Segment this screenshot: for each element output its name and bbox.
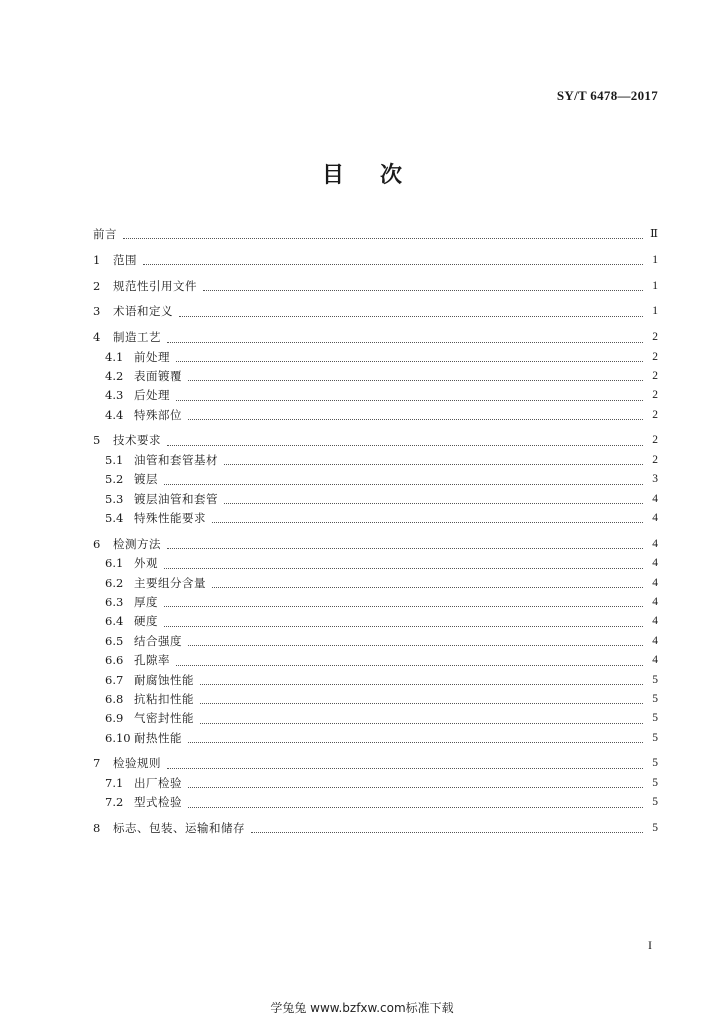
toc-entry-label: 气密封性能 — [134, 711, 194, 726]
toc-dot-leader — [167, 767, 643, 769]
toc-entry-page: 1 — [652, 279, 658, 292]
toc-entry-label: 油管和套管基材 — [134, 452, 218, 467]
toc-entry-label: 主要组分含量 — [134, 575, 206, 590]
toc-dot-leader — [188, 418, 643, 420]
table-of-contents — [93, 225, 658, 838]
toc-dot-leader — [200, 683, 643, 685]
toc-entry-page: 2 — [652, 408, 658, 421]
toc-entry[interactable] — [93, 690, 658, 709]
toc-entry-page: 4 — [652, 634, 658, 647]
toc-entry-page: 4 — [652, 576, 658, 589]
toc-entry-page: Ⅱ — [650, 227, 658, 240]
toc-entry[interactable] — [93, 632, 658, 651]
toc-entry-label: 标志、包装、运输和储存 — [113, 821, 245, 836]
toc-dot-leader — [224, 502, 643, 504]
toc-entry-label: 制造工艺 — [113, 330, 161, 345]
toc-entry-number: 2 — [93, 278, 101, 293]
toc-entry-label: 术语和定义 — [113, 304, 173, 319]
toc-entry-page: 2 — [652, 369, 658, 382]
toc-entry-label: 后处理 — [134, 388, 170, 403]
toc-entry-page: 5 — [652, 796, 658, 809]
toc-entry[interactable] — [93, 509, 658, 528]
toc-entry-label: 外观 — [134, 556, 158, 571]
toc-entry-label: 硬度 — [134, 614, 158, 629]
toc-entry-page: 4 — [652, 557, 658, 570]
toc-entry-page: 5 — [652, 692, 658, 705]
toc-entry-label: 前言 — [93, 226, 117, 241]
toc-dot-leader — [164, 483, 643, 485]
toc-entry-number: 7.1 — [105, 775, 124, 790]
toc-dot-leader — [164, 625, 643, 627]
toc-entry[interactable] — [93, 729, 658, 748]
toc-entry-label: 特殊部位 — [134, 407, 182, 422]
toc-entry-page: 2 — [652, 389, 658, 402]
toc-entry-page: 2 — [652, 434, 658, 447]
toc-entry-page: 5 — [652, 776, 658, 789]
toc-entry[interactable] — [93, 490, 658, 509]
toc-entry[interactable] — [93, 302, 658, 321]
toc-entry[interactable] — [93, 328, 658, 347]
page-title: 目次 — [321, 163, 438, 188]
toc-dot-leader — [176, 360, 643, 362]
toc-entry[interactable] — [93, 819, 658, 838]
toc-entry-page: 2 — [652, 350, 658, 363]
toc-entry[interactable] — [93, 251, 658, 270]
toc-entry-number: 6.10 — [105, 730, 131, 745]
toc-entry-number: 4.3 — [105, 388, 124, 403]
toc-entry-number: 6.8 — [105, 691, 124, 706]
toc-entry-number: 6.2 — [105, 575, 124, 590]
toc-entry-label: 孔隙率 — [134, 653, 170, 668]
toc-entry-label: 规范性引用文件 — [113, 278, 197, 293]
toc-entry[interactable] — [93, 535, 658, 554]
toc-entry-label: 厚度 — [134, 594, 158, 609]
toc-entry-number: 4 — [93, 330, 101, 345]
toc-dot-leader — [200, 722, 643, 724]
toc-entry-number: 5.1 — [105, 452, 124, 467]
toc-entry-label: 检测方法 — [113, 536, 161, 551]
toc-entry-page: 4 — [652, 512, 658, 525]
toc-entry-number: 7.2 — [105, 795, 124, 810]
toc-entry-label: 耐热性能 — [134, 730, 182, 745]
toc-entry-number: 6.3 — [105, 594, 124, 609]
toc-entry-number: 6.9 — [105, 711, 124, 726]
toc-entry[interactable] — [93, 774, 658, 793]
toc-entry[interactable] — [93, 709, 658, 728]
toc-entry-number: 4.2 — [105, 368, 124, 383]
toc-dot-leader — [188, 806, 643, 808]
toc-dot-leader — [179, 315, 643, 317]
toc-entry[interactable] — [93, 470, 658, 489]
toc-dot-leader — [176, 664, 643, 666]
toc-entry-label: 检验规则 — [113, 756, 161, 771]
toc-entry-page: 2 — [652, 453, 658, 466]
toc-dot-leader — [167, 547, 643, 549]
toc-entry-number: 5.4 — [105, 511, 124, 526]
toc-dot-leader — [188, 741, 643, 743]
toc-entry[interactable] — [93, 793, 658, 812]
toc-entry-label: 镀层 — [134, 472, 158, 487]
toc-entry[interactable] — [93, 348, 658, 367]
toc-entry[interactable] — [93, 755, 658, 774]
toc-dot-leader — [203, 289, 643, 291]
toc-entry[interactable] — [93, 277, 658, 296]
toc-entry-number: 7 — [93, 756, 101, 771]
toc-entry-label: 耐腐蚀性能 — [134, 672, 194, 687]
toc-entry-label: 范围 — [113, 252, 137, 267]
toc-entry-number: 6.7 — [105, 672, 124, 687]
toc-entry-page: 4 — [652, 615, 658, 628]
toc-entry-page: 1 — [652, 305, 658, 318]
toc-entry-page: 5 — [652, 731, 658, 744]
toc-entry-page: 4 — [652, 595, 658, 608]
toc-entry[interactable] — [93, 651, 658, 670]
toc-dot-leader — [164, 567, 643, 569]
toc-entry[interactable] — [93, 671, 658, 690]
toc-entry[interactable] — [93, 386, 658, 405]
page-folio: I — [648, 938, 652, 952]
toc-entry-number: 6.4 — [105, 614, 124, 629]
toc-entry-number: 5.3 — [105, 491, 124, 506]
toc-entry-page: 5 — [652, 673, 658, 686]
toc-entry-label: 镀层油管和套管 — [134, 491, 218, 506]
toc-entry-number: 4.4 — [105, 407, 124, 422]
toc-entry-label: 结合强度 — [134, 633, 182, 648]
toc-dot-leader — [167, 444, 643, 446]
toc-entry-page: 5 — [652, 822, 658, 835]
toc-entry-number: 1 — [93, 252, 101, 267]
toc-dot-leader — [212, 521, 643, 523]
toc-dot-leader — [143, 263, 643, 265]
toc-entry-page: 3 — [652, 473, 658, 486]
toc-entry[interactable] — [93, 593, 658, 612]
toc-entry-label: 表面镀覆 — [134, 368, 182, 383]
toc-entry-page: 4 — [652, 537, 658, 550]
toc-entry[interactable] — [93, 554, 658, 573]
toc-entry-number: 6 — [93, 536, 101, 551]
toc-dot-leader — [164, 605, 643, 607]
toc-entry[interactable] — [93, 574, 658, 593]
toc-entry-page: 5 — [652, 757, 658, 770]
toc-entry-label: 前处理 — [134, 349, 170, 364]
toc-dot-leader — [188, 644, 643, 646]
toc-entry[interactable] — [93, 225, 658, 244]
toc-dot-leader — [224, 463, 643, 465]
toc-dot-leader — [251, 831, 643, 833]
toc-entry-number: 5 — [93, 433, 101, 448]
toc-entry-label: 技术要求 — [113, 433, 161, 448]
toc-entry-label: 型式检验 — [134, 795, 182, 810]
toc-dot-leader — [188, 786, 643, 788]
toc-dot-leader — [176, 399, 643, 401]
toc-entry-number: 4.1 — [105, 349, 124, 364]
toc-entry[interactable] — [93, 431, 658, 450]
toc-dot-leader — [200, 702, 643, 704]
toc-entry-number: 5.2 — [105, 472, 124, 487]
watermark-text: 学兔兔 www.bzfxw.com标准下载 — [270, 1001, 454, 1015]
toc-entry[interactable] — [93, 612, 658, 631]
toc-dot-leader — [188, 379, 643, 381]
toc-dot-leader — [167, 341, 643, 343]
toc-entry-number: 8 — [93, 821, 101, 836]
standard-code: SY/T 6478—2017 — [556, 88, 658, 103]
toc-entry[interactable] — [93, 451, 658, 470]
toc-entry-number: 6.5 — [105, 633, 124, 648]
toc-entry[interactable] — [93, 406, 658, 425]
toc-entry-label: 特殊性能要求 — [134, 511, 206, 526]
toc-dot-leader — [212, 586, 643, 588]
toc-entry-number: 6.6 — [105, 653, 124, 668]
toc-entry-page: 1 — [652, 253, 658, 266]
toc-entry-page: 4 — [652, 492, 658, 505]
toc-entry-number: 6.1 — [105, 556, 124, 571]
toc-entry-page: 5 — [652, 712, 658, 725]
toc-entry-page: 4 — [652, 654, 658, 667]
toc-entry-page: 2 — [652, 331, 658, 344]
toc-entry-number: 3 — [93, 304, 101, 319]
toc-entry-label: 出厂检验 — [134, 775, 182, 790]
toc-dot-leader — [123, 237, 643, 239]
toc-entry-label: 抗粘扣性能 — [134, 691, 194, 706]
toc-entry[interactable] — [93, 367, 658, 386]
